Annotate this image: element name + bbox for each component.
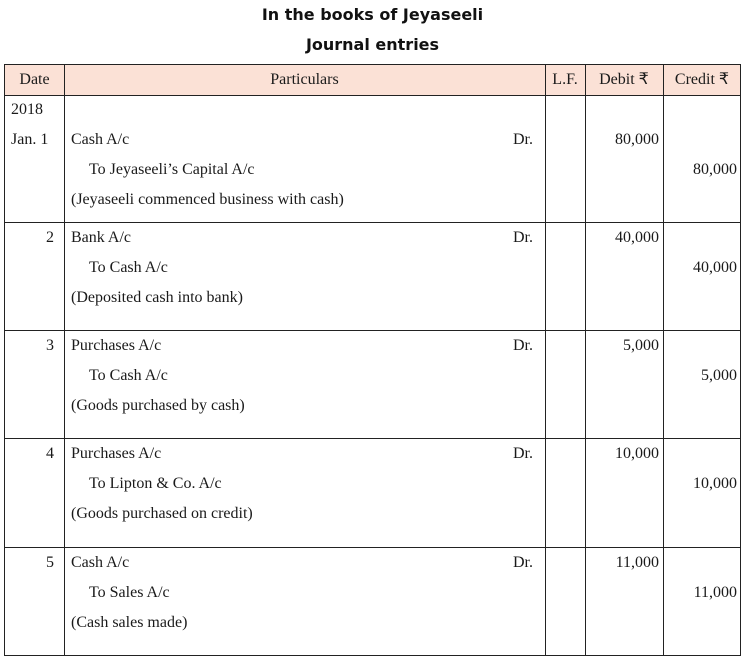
credit-account: To Lipton & Co. A/c (89, 475, 222, 492)
header-particulars: Particulars (270, 71, 339, 88)
credit-amount: 80,000 (693, 161, 737, 178)
debit-account: Cash A/c (71, 131, 130, 148)
journal-title: Journal entries (305, 35, 440, 54)
credit-amount: 11,000 (693, 584, 737, 601)
row-divider (5, 222, 740, 223)
row-divider (5, 547, 740, 548)
credit-account: To Cash A/c (89, 367, 168, 384)
debit-amount: 10,000 (615, 445, 659, 462)
debit-amount: 40,000 (615, 229, 659, 246)
entry-date: 3 (46, 337, 54, 354)
debit-account: Purchases A/c (71, 337, 162, 354)
debit-account: Cash A/c (71, 554, 130, 571)
credit-amount: 5,000 (701, 367, 737, 384)
narration: (Goods purchased by cash) (71, 397, 245, 414)
row-divider (5, 438, 740, 439)
debit-amount: 80,000 (615, 131, 659, 148)
row-divider (5, 330, 740, 331)
credit-amount: 10,000 (693, 475, 737, 492)
dr-marker: Dr. (513, 229, 533, 246)
narration: (Deposited cash into bank) (71, 289, 243, 306)
entry-date: 4 (46, 445, 54, 462)
debit-account: Bank A/c (71, 229, 131, 246)
narration: (Goods purchased on credit) (71, 505, 253, 522)
book-title: In the books of Jeyaseeli (261, 5, 484, 24)
year-label: 2018 (11, 101, 43, 118)
credit-amount: 40,000 (693, 259, 737, 276)
credit-account: To Sales A/c (89, 584, 170, 601)
column-divider (663, 65, 664, 655)
dr-marker: Dr. (513, 337, 533, 354)
credit-account: To Cash A/c (89, 259, 168, 276)
debit-amount: 11,000 (615, 554, 659, 571)
header-date: Date (19, 71, 50, 88)
dr-marker: Dr. (513, 554, 533, 571)
header-lf: L.F. (552, 71, 578, 88)
column-divider (64, 65, 65, 655)
credit-account: To Jeyaseeli’s Capital A/c (89, 161, 255, 178)
dr-marker: Dr. (513, 131, 533, 148)
narration: (Jeyaseeli commenced business with cash) (71, 191, 344, 208)
entry-date: 2 (46, 229, 54, 246)
debit-account: Purchases A/c (71, 445, 162, 462)
entry-date: Jan. 1 (11, 131, 49, 148)
debit-amount: 5,000 (623, 337, 659, 354)
header-debit: Debit ₹ (599, 71, 649, 88)
header-credit: Credit ₹ (674, 71, 730, 88)
journal-table (4, 64, 741, 656)
column-divider (585, 65, 586, 655)
dr-marker: Dr. (513, 445, 533, 462)
narration: (Cash sales made) (71, 614, 188, 631)
column-divider (545, 65, 546, 655)
entry-date: 5 (46, 554, 54, 571)
